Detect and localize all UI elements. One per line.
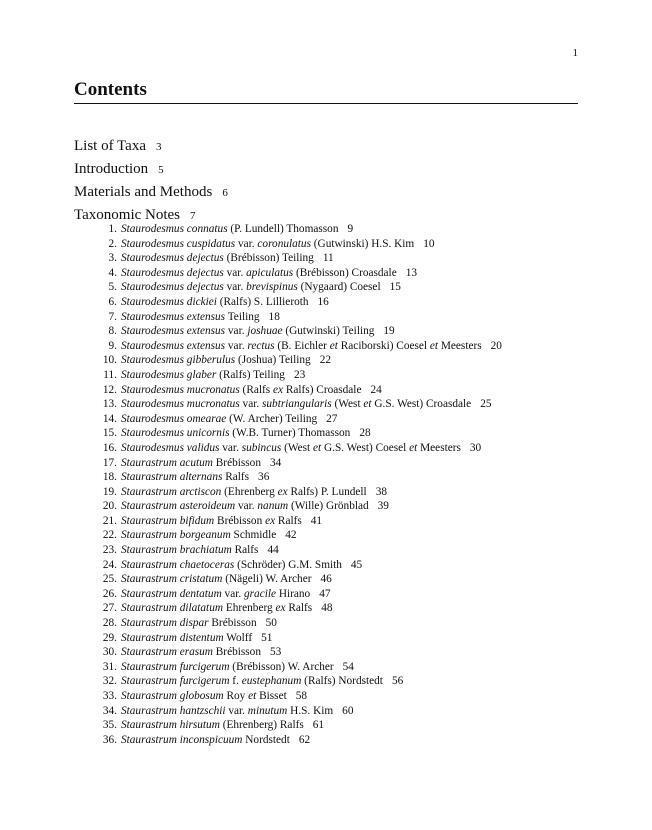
taxon-name: Staurastrum arctiscon	[121, 485, 222, 498]
entry-text	[121, 368, 285, 383]
taxon-authority: (W. Archer) Teiling	[226, 412, 318, 425]
taxon-name: eustephanum	[241, 675, 302, 688]
species-entry[interactable]	[90, 368, 502, 383]
entry-page: 30	[469, 441, 482, 454]
taxon-name: Staurastrum asteroideum	[121, 500, 236, 513]
entry-number: 36.	[102, 733, 117, 746]
taxon-authority: (Brébisson) W. Archer	[229, 660, 334, 673]
entry-page: 48	[321, 602, 333, 615]
species-entry[interactable]	[90, 222, 502, 237]
chapter-title: Introduction	[74, 161, 149, 177]
entry-number: 12.	[102, 383, 117, 396]
chapter-page: 5	[158, 164, 164, 176]
taxon-authority: (W.B. Turner) Thomasson	[229, 427, 351, 440]
chapter-page: 7	[190, 210, 196, 222]
taxon-name: et	[363, 398, 372, 411]
chapter-page: 6	[222, 187, 228, 199]
taxon-name: joshuae	[247, 325, 283, 338]
taxon-authority: (Wille) Grönblad	[288, 500, 369, 513]
species-entry[interactable]	[90, 339, 502, 354]
taxon-name: Staurastrum hirsutum	[121, 719, 220, 732]
taxon-authority: (Ralfs) Teiling	[216, 368, 285, 381]
taxon-name: rectus	[247, 339, 275, 352]
entry-page: 18	[268, 310, 280, 323]
chapter-list	[74, 135, 228, 227]
taxon-authority: Roy	[223, 690, 249, 702]
chapter-title: Taxonomic Notes	[74, 207, 181, 223]
taxon-name: Staurastrum chaetoceras	[121, 558, 235, 571]
taxon-name: coronulatus	[257, 237, 311, 250]
species-entry[interactable]	[90, 587, 502, 602]
entry-text	[121, 470, 249, 485]
species-entry[interactable]	[90, 704, 502, 719]
entry-number: 8.	[108, 325, 117, 338]
chapter-item[interactable]	[74, 158, 228, 181]
entry-text	[121, 543, 258, 558]
taxon-authority: Ralfs	[285, 602, 313, 615]
taxon-authority: var.	[225, 339, 248, 352]
taxon-authority: (Brébisson) Teiling	[223, 252, 314, 265]
taxon-authority: (Joshua) Teiling	[235, 354, 311, 367]
species-entry[interactable]	[90, 514, 502, 529]
taxon-name: Staurastrum hantzschii	[121, 704, 226, 717]
entry-text	[121, 456, 261, 471]
taxon-authority: (Nygaard) Coesel	[297, 281, 381, 294]
taxon-name: Staurastrum bifidum	[121, 514, 215, 527]
chapter-title: List of Taxa	[74, 138, 146, 154]
entry-page: 54	[342, 660, 354, 673]
taxon-name: Staurodesmus connatus	[121, 223, 228, 235]
taxon-authority: (West	[331, 398, 364, 411]
entry-page: 9	[347, 223, 354, 235]
taxon-name: Staurastrum brachiatum	[121, 544, 232, 557]
taxon-name: Staurodesmus dickiei	[121, 295, 217, 308]
entry-page: 50	[265, 617, 277, 630]
taxon-name: subtriangularis	[262, 398, 332, 411]
entry-page: 56	[391, 675, 404, 688]
entry-number: 14.	[102, 412, 117, 425]
taxon-name: et	[429, 339, 439, 352]
taxon-name: et	[329, 339, 338, 352]
entry-page: 25	[480, 398, 492, 411]
entry-page: 45	[350, 558, 363, 571]
chapter-title: Materials and Methods	[74, 184, 213, 200]
taxon-authority: (Gutwinski) Teiling	[282, 325, 375, 338]
entry-text	[121, 645, 261, 660]
species-entry[interactable]	[90, 499, 502, 514]
taxon-authority: var.	[235, 237, 258, 250]
entry-number: 28.	[102, 617, 117, 630]
entry-page: 46	[320, 573, 332, 586]
entry-number: 16.	[102, 441, 117, 454]
entry-text	[121, 222, 338, 237]
taxon-name: et	[409, 441, 418, 454]
taxon-name: Staurastrum dispar	[121, 617, 209, 630]
entry-number: 17.	[102, 456, 117, 469]
species-entry[interactable]	[90, 660, 502, 675]
species-entry[interactable]	[90, 543, 502, 558]
taxon-authority: Ralfs) P. Lundell	[287, 485, 367, 498]
taxon-name: Staurodesmus unicornis	[121, 427, 230, 440]
entry-text	[121, 441, 461, 456]
entry-number: 26.	[102, 587, 117, 600]
entry-number: 32.	[102, 675, 117, 688]
entry-page: 28	[359, 427, 371, 440]
entry-text	[121, 514, 302, 529]
entry-page: 47	[319, 587, 331, 600]
taxon-authority: G.S. West) Coesel	[321, 441, 410, 454]
entry-text	[121, 631, 252, 646]
taxon-name: Staurastrum furcigerum	[121, 675, 230, 688]
entry-number: 23.	[102, 544, 117, 557]
taxon-authority: var.	[221, 587, 245, 600]
taxon-authority: var.	[235, 500, 258, 513]
taxon-name: et	[248, 690, 257, 702]
taxon-authority: var.	[225, 704, 248, 717]
entry-text	[121, 426, 350, 441]
page-title: Contents	[74, 79, 147, 100]
entry-page: 22	[319, 354, 331, 367]
taxon-name: nanum	[257, 500, 289, 513]
species-entry[interactable]	[90, 441, 502, 456]
taxon-authority: Wolff	[223, 631, 253, 644]
chapter-item[interactable]	[74, 181, 228, 204]
entry-text	[121, 412, 317, 427]
taxon-authority: (Nägeli) W. Archer	[222, 573, 312, 586]
contents-heading-block	[74, 79, 578, 104]
taxon-authority: (B. Eichler	[274, 339, 330, 352]
taxon-authority: (Ehrenberg	[221, 485, 278, 498]
taxon-authority: Ralfs	[275, 514, 302, 527]
species-entry[interactable]	[90, 412, 502, 427]
taxon-name: Staurastrum cristatum	[121, 573, 223, 586]
entry-number: 27.	[102, 602, 117, 615]
taxon-authority: Ralfs) Croasdale	[283, 383, 362, 396]
entry-page: 61	[312, 719, 325, 732]
taxon-authority: Ralfs	[231, 544, 259, 557]
entry-number: 29.	[102, 631, 117, 644]
taxon-authority: var.	[219, 441, 242, 454]
taxon-name: Staurastrum alternans	[121, 471, 223, 484]
entry-text	[121, 339, 482, 354]
taxon-name: Staurodesmus cuspidatus	[121, 237, 236, 250]
entry-number: 22.	[102, 529, 117, 542]
species-entry[interactable]	[90, 733, 502, 748]
entry-page: 44	[267, 544, 279, 557]
entry-number: 35.	[102, 719, 117, 732]
taxon-name: Staurodesmus gibberulus	[121, 354, 236, 367]
entry-page: 38	[375, 485, 387, 498]
species-entry[interactable]	[90, 485, 502, 500]
taxon-name: Staurodesmus validus	[121, 441, 220, 454]
species-entry[interactable]	[90, 295, 502, 310]
taxon-authority: Hirano	[276, 587, 311, 600]
species-entry[interactable]	[90, 558, 502, 573]
entry-number: 10.	[102, 354, 117, 367]
species-entry[interactable]	[90, 426, 502, 441]
entry-page: 60	[342, 704, 354, 717]
taxon-authority: (Ralfs) S. Lillieroth	[216, 295, 309, 308]
taxon-authority: (Brébisson) Croasdale	[293, 266, 397, 279]
species-entry[interactable]	[90, 601, 502, 616]
species-entry[interactable]	[90, 689, 502, 704]
entry-page: 39	[377, 500, 389, 513]
taxon-authority: Ralfs	[222, 471, 250, 484]
chapter-page: 3	[156, 141, 162, 153]
taxon-name: Staurastrum borgeanum	[121, 529, 231, 542]
entry-page: 20	[490, 339, 502, 352]
page-number: 1	[572, 47, 578, 59]
entry-page: 27	[326, 412, 338, 425]
taxon-name: Staurodesmus extensus	[121, 325, 226, 338]
entry-text	[121, 383, 361, 398]
species-entry[interactable]	[90, 572, 502, 587]
entry-number: 2.	[108, 237, 117, 250]
entry-text	[121, 324, 374, 339]
species-entry[interactable]	[90, 353, 502, 368]
taxon-name: Staurastrum acutum	[121, 456, 213, 469]
entry-number: 19.	[102, 485, 117, 498]
entry-number: 6.	[108, 295, 117, 308]
entry-number: 21.	[102, 514, 117, 527]
species-entry[interactable]	[90, 456, 502, 471]
entry-text	[121, 251, 314, 266]
entry-number: 3.	[108, 252, 117, 265]
species-entry[interactable]	[90, 397, 502, 412]
taxon-authority: (P. Lundell) Thomasson	[227, 223, 339, 235]
entry-text	[121, 572, 311, 587]
entry-page: 51	[261, 631, 273, 644]
species-entry[interactable]	[90, 718, 502, 733]
entry-page: 62	[298, 733, 311, 746]
entry-page: 53	[269, 646, 282, 659]
taxon-authority: G.S. West) Croasdale	[371, 398, 472, 411]
taxon-name: Staurodesmus dejectus	[121, 252, 224, 265]
entry-page: 13	[405, 266, 417, 279]
entry-text	[121, 587, 310, 602]
entry-page: 34	[269, 456, 282, 469]
taxon-name: Staurodesmus omearae	[121, 412, 227, 425]
entry-text	[121, 499, 369, 514]
entry-number: 33.	[102, 690, 117, 702]
entry-text	[121, 310, 260, 325]
entry-text	[121, 528, 276, 543]
taxon-authority: Brébisson	[212, 456, 261, 469]
entry-text	[121, 485, 367, 500]
taxon-authority: Teiling	[225, 310, 260, 323]
taxon-authority: Meesters	[417, 441, 461, 454]
taxon-authority: var.	[225, 325, 248, 338]
taxon-name: Staurodesmus mucronatus	[121, 383, 240, 396]
taxon-authority: (West	[281, 441, 313, 454]
entry-number: 34.	[102, 704, 117, 717]
entry-text	[121, 616, 257, 631]
taxon-authority: Bisset	[256, 690, 287, 702]
entry-number: 18.	[102, 471, 117, 484]
entry-text	[121, 704, 333, 719]
entry-page: 23	[293, 368, 306, 381]
entry-text	[121, 266, 397, 281]
entry-text	[121, 280, 381, 295]
entry-page: 24	[370, 383, 382, 396]
taxon-name: brevispinus	[246, 281, 298, 294]
entry-text	[121, 558, 342, 573]
taxon-name: Staurastrum dentatum	[121, 587, 222, 600]
entry-page: 36	[258, 471, 270, 484]
entry-text	[121, 660, 334, 675]
entry-page: 58	[295, 690, 308, 702]
entry-text	[121, 718, 304, 733]
taxon-name: minutum	[247, 704, 288, 717]
taxon-name: Staurodesmus extensus	[121, 310, 226, 323]
taxon-name: ex	[275, 602, 286, 615]
taxon-name: Staurastrum globosum	[121, 690, 224, 702]
entry-number: 1.	[108, 223, 117, 235]
taxon-name: apiculatus	[246, 266, 294, 279]
taxon-name: Staurodesmus dejectus	[121, 281, 224, 294]
taxon-authority: (Ehrenberg) Ralfs	[219, 719, 304, 732]
entry-number: 9.	[108, 339, 117, 352]
taxon-name: Staurastrum inconspicuum	[121, 733, 243, 746]
taxon-name: Staurodesmus mucronatus	[121, 398, 240, 411]
entry-text	[121, 237, 414, 252]
taxon-authority: (Ralfs) Nordstedt	[301, 675, 383, 688]
entry-number: 7.	[108, 310, 117, 323]
entry-page: 15	[389, 281, 401, 294]
entry-number: 11.	[103, 368, 117, 381]
species-entry[interactable]	[90, 280, 502, 295]
entry-number: 13.	[102, 398, 117, 411]
species-entry[interactable]	[90, 528, 502, 543]
taxon-authority: Ehrenberg	[223, 602, 276, 615]
taxon-authority: Schmidle	[230, 529, 277, 542]
taxon-authority: (Schröder) G.M. Smith	[234, 558, 342, 571]
entry-text	[121, 353, 311, 368]
taxon-authority: Brébisson	[212, 646, 261, 659]
species-entry[interactable]	[90, 616, 502, 631]
entry-number: 31.	[102, 660, 117, 673]
species-entry[interactable]	[90, 266, 502, 281]
entry-number: 30.	[102, 646, 117, 659]
taxon-name: Staurastrum dilatatum	[121, 602, 223, 615]
entry-page: 19	[383, 325, 395, 338]
species-list	[90, 222, 502, 747]
entry-page: 42	[285, 529, 297, 542]
entry-number: 5.	[108, 281, 117, 294]
entry-page: 10	[423, 237, 435, 250]
taxon-authority: Meesters	[438, 339, 482, 352]
taxon-name: ex	[265, 514, 276, 527]
taxon-name: et	[312, 441, 322, 454]
species-entry[interactable]	[90, 251, 502, 266]
taxon-name: ex	[273, 383, 284, 396]
taxon-name: gracile	[244, 587, 277, 600]
taxon-authority: (Gutwinski) H.S. Kim	[310, 237, 415, 250]
entry-number: 25.	[102, 573, 117, 586]
species-entry[interactable]	[90, 674, 502, 689]
species-entry[interactable]	[90, 324, 502, 339]
entry-number: 15.	[102, 427, 117, 440]
taxon-authority: Raciborski) Coesel	[337, 339, 430, 352]
taxon-authority: var.	[223, 281, 247, 294]
entry-text	[121, 674, 383, 689]
entry-text	[121, 733, 290, 748]
taxon-name: Staurastrum distentum	[121, 631, 224, 644]
species-entry[interactable]	[90, 470, 502, 485]
taxon-name: Staurodesmus extensus	[121, 339, 226, 352]
taxon-authority: Nordstedt	[242, 733, 290, 746]
species-entry[interactable]	[90, 237, 502, 252]
taxon-authority: H.S. Kim	[287, 704, 334, 717]
taxon-authority: var.	[239, 398, 263, 411]
taxon-name: Staurodesmus glaber	[121, 368, 217, 381]
taxon-authority: Brébisson	[208, 617, 257, 630]
species-entry[interactable]	[90, 645, 502, 660]
taxon-authority: (Ralfs	[239, 383, 273, 396]
taxon-authority: f.	[229, 675, 242, 688]
taxon-name: Staurastrum erasum	[121, 646, 213, 659]
entry-text	[121, 601, 312, 616]
taxon-name: Staurodesmus dejectus	[121, 266, 224, 279]
species-entry[interactable]	[90, 310, 502, 325]
entry-page: 11	[322, 252, 334, 265]
species-entry[interactable]	[90, 383, 502, 398]
entry-text	[121, 295, 309, 310]
taxon-name: ex	[277, 485, 288, 498]
entry-text	[121, 689, 287, 704]
taxon-name: subincus	[241, 441, 282, 454]
chapter-item[interactable]	[74, 135, 228, 158]
entry-number: 24.	[102, 558, 117, 571]
taxon-name: Staurastrum furcigerum	[121, 660, 230, 673]
species-entry[interactable]	[90, 631, 502, 646]
entry-page: 41	[310, 514, 323, 527]
entry-page: 16	[317, 295, 329, 308]
taxon-authority: var.	[223, 266, 247, 279]
entry-number: 20.	[102, 500, 117, 513]
entry-number: 4.	[108, 266, 117, 279]
taxon-authority: Brébisson	[214, 514, 266, 527]
entry-text	[121, 397, 471, 412]
